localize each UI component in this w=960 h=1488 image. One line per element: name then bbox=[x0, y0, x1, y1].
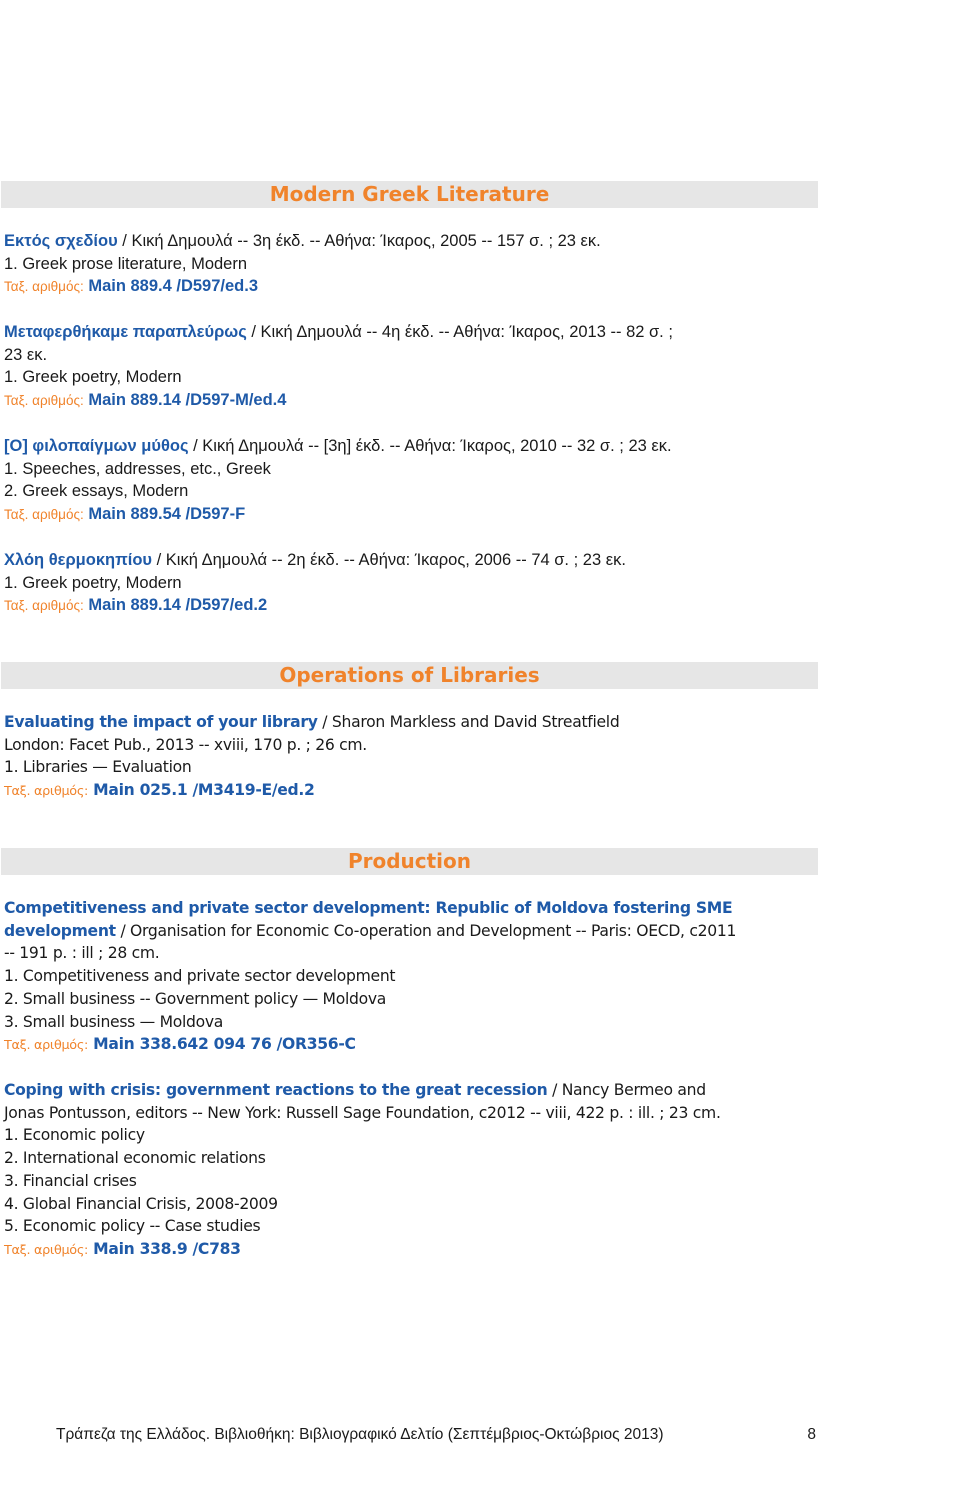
call-number: Main 889.14 /D597/ed.2 bbox=[83, 596, 268, 615]
entry-details-cont: Jonas Pontusson, editors -- New York: Russell Sage Foundation, c2012 -- viii, 422 p. : ill. ; 23 cm. bbox=[4, 1103, 721, 1122]
call-number-label: Ταξ. αριθμός: bbox=[4, 784, 89, 800]
entry-details: / Κική Δημουλά -- 4η έκδ. -- Αθήνα: Ίκαρος, 2013 -- 82 σ. ; bbox=[246, 323, 673, 341]
section-heading-modern-greek-literature: Modern Greek Literature bbox=[1, 181, 818, 208]
entry-title[interactable]: Competitiveness and private sector development: Republic of Moldova fostering SME bbox=[4, 899, 733, 917]
entry-title[interactable]: Εκτός σχεδίου bbox=[4, 232, 118, 250]
call-number-label: Ταξ. αριθμός: bbox=[4, 279, 84, 295]
page-footer bbox=[56, 1426, 816, 1444]
entry-details: / Organisation for Economic Co-operation and Development -- Paris: OECD, c2011 bbox=[115, 921, 737, 940]
call-number-label: Ταξ. αριθμός: bbox=[4, 1038, 89, 1054]
entry-title[interactable]: Χλόη θερμοκηπίου bbox=[4, 551, 153, 569]
footer-text: Τράπεζα της Ελλάδος. Βιβλιοθήκη: Βιβλιογραφικό Δελτίο (Σεπτέμβριος-Οκτώβριος 2013) bbox=[56, 1426, 664, 1443]
catalog-entry bbox=[4, 897, 736, 1058]
subject-heading: 1. Greek poetry, Modern bbox=[4, 368, 182, 387]
entry-details: / Nancy Bermeo and bbox=[547, 1081, 706, 1099]
entry-title[interactable]: Coping with crisis: government reactions to the great recession bbox=[4, 1081, 548, 1099]
subject-heading: 1. Economic policy bbox=[4, 1126, 145, 1145]
subject-heading: 5. Economic policy -- Case studies bbox=[4, 1217, 261, 1236]
entry-details-cont: -- 191 p. : ill ; 28 cm. bbox=[4, 944, 160, 963]
entry-details: / Κική Δημουλά -- [3η] έκδ. -- Αθήνα: Ίκαρος, 2010 -- 32 σ. ; 23 εκ. bbox=[188, 437, 672, 455]
subject-heading: 3. Financial crises bbox=[4, 1171, 137, 1190]
page-number: 8 bbox=[807, 1426, 816, 1443]
entry-title[interactable]: [Ο] φιλοπαίγμων μύθος bbox=[4, 437, 189, 455]
catalog-entry bbox=[4, 549, 626, 618]
subject-heading: 1. Greek prose literature, Modern bbox=[4, 254, 248, 273]
subject-heading: 1. Speeches, addresses, etc., Greek bbox=[4, 459, 271, 478]
subject-heading: 3. Small business — Moldova bbox=[4, 1012, 224, 1031]
section-heading-operations-of-libraries: Operations of Libraries bbox=[1, 662, 818, 689]
call-number-label: Ταξ. αριθμός: bbox=[4, 1242, 89, 1258]
section-heading-production: Production bbox=[1, 848, 818, 875]
entry-title-cont[interactable]: development bbox=[4, 921, 116, 940]
subject-heading: 2. Greek essays, Modern bbox=[4, 482, 189, 501]
subject-heading: 4. Global Financial Crisis, 2008-2009 bbox=[4, 1194, 278, 1213]
entry-title[interactable]: Evaluating the impact of your library bbox=[4, 713, 318, 731]
call-number: Main 338.9 /C783 bbox=[88, 1239, 241, 1258]
call-number: Main 889.54 /D597-F bbox=[83, 505, 246, 524]
call-number-label: Ταξ. αριθμός: bbox=[4, 598, 84, 614]
subject-heading: 2. International economic relations bbox=[4, 1149, 266, 1168]
subject-heading: 1. Greek poetry, Modern bbox=[4, 573, 182, 592]
subject-heading: 2. Small business -- Government policy — Moldova bbox=[4, 989, 386, 1008]
entry-details: / Κική Δημουλά -- 3η έκδ. -- Αθήνα: Ίκαρος, 2005 -- 157 σ. ; 23 εκ. bbox=[117, 232, 601, 250]
entry-details-cont: London: Facet Pub., 2013 -- xviii, 170 p. ; 26 cm. bbox=[4, 735, 367, 754]
entry-details: / Κική Δημουλά -- 2η έκδ. -- Αθήνα: Ίκαρος, 2006 -- 74 σ. ; 23 εκ. bbox=[152, 551, 626, 569]
subject-heading: 1. Competitiveness and private sector development bbox=[4, 967, 396, 986]
catalog-entry bbox=[4, 711, 619, 804]
catalog-entry bbox=[4, 321, 673, 413]
call-number-label: Ταξ. αριθμός: bbox=[4, 393, 84, 409]
subject-heading: 1. Libraries — Evaluation bbox=[4, 758, 192, 777]
call-number: Main 889.4 /D597/ed.3 bbox=[83, 277, 259, 296]
entry-title[interactable]: Μεταφερθήκαμε παραπλεύρως bbox=[4, 323, 247, 341]
catalog-entry bbox=[4, 230, 601, 299]
call-number: Main 889.14 /D597-M/ed.4 bbox=[83, 391, 287, 410]
entry-details: / Sharon Markless and David Streatfield bbox=[317, 713, 620, 731]
catalog-entry bbox=[4, 435, 672, 527]
catalog-entry bbox=[4, 1079, 721, 1263]
call-number: Main 338.642 094 76 /OR356-C bbox=[88, 1035, 356, 1054]
call-number-label: Ταξ. αριθμός: bbox=[4, 507, 84, 523]
entry-details-cont: 23 εκ. bbox=[4, 345, 48, 364]
call-number: Main 025.1 /M3419-E/ed.2 bbox=[88, 781, 315, 800]
